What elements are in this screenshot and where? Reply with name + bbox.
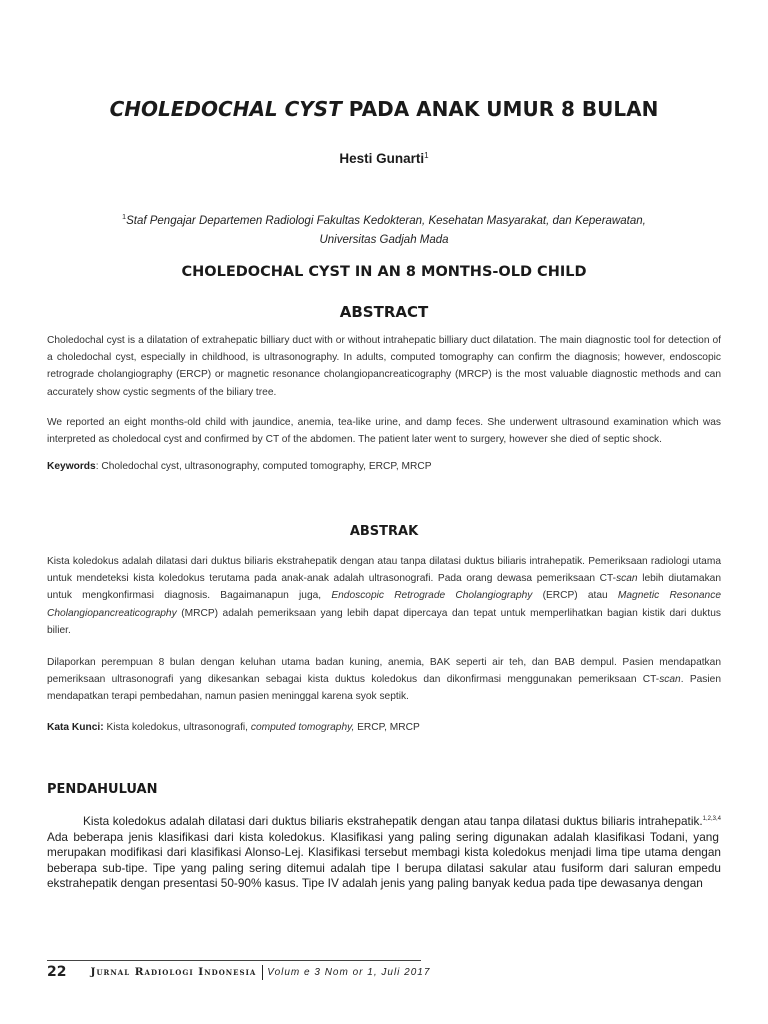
abstract-paragraph-2: We reported an eight months-old child with jaundice, anemia, tea-like urine, and damp feces. She underwent ultrasound examination which was interpreted as choledocal cyst and confirmed by CT of the abdomen. The patient later went to surgery, however she died of septic shock. (47, 417, 721, 446)
author-name: Hesti Gunarti (339, 151, 425, 166)
abstrak-paragraph-2 (47, 654, 721, 706)
footer-divider (262, 965, 263, 980)
abstrak-p2-scan: scan (659, 674, 681, 686)
intro-text-b: Ada beberapa jenis klasifikasi dari kista koledokus. Klasifikasi yang paling sering digunakan adalah klasifikasi Todani, yang merupakan modifikasi dari klasifikasi Alonso-Lej. Klasifikasi tersebut membagi kista koledokus menjadi lima tipe utama dengan beberapa sub-tipe. Tipe yang paling sering ditemui adalah tipe I berupa dilatasi sakular atau fusiform dari saluran empedu ekstrahepatik dengan presentasi 50-90% kasus. Tipe IV adalah jenis yang paling banyak kedua pada tipe dewasanya dengan (47, 829, 721, 891)
intro-text-a: Kista koledokus adalah dilatasi dari duktus biliaris ekstrahepatik dengan atau tanpa dilatasi duktus biliaris intrahepatik. (83, 814, 703, 828)
keywords-text: : Choledochal cyst, ultrasonography, computed tomography, ERCP, MRCP (95, 461, 432, 472)
author-sup: 1 (424, 151, 429, 160)
abstrak-p2-text-b: . Pasien mendapatkan terapi pembedahan, namun pasien meninggal karena syok septik. (47, 674, 721, 703)
abstrak-p2-text-a: Dilaporkan perempuan 8 bulan dengan keluhan utama badan kuning, anemia, BAK seperti air teh, dan BAB dempul. Pasien mendapatkan pemeriksaan ultrasonografi yang dikesankan sebagai kista duktus koledokus dan dikonfirmasi menggunakan pemeriksaan CT- (47, 657, 721, 686)
affiliation-line-1: Staf Pengajar Departemen Radiologi Fakultas Kedokteran, Kesehatan Masyarakat, dan Keperawatan, (126, 215, 646, 227)
affiliation-sup: 1 (122, 214, 127, 221)
kata-kunci-text-a: Kista koledokus, ultrasonografi, (103, 722, 251, 733)
affiliation-line-2: Universitas Gadjah Mada (319, 234, 449, 246)
article-title (0, 97, 768, 121)
abstract-paragraph-1: Choledochal cyst is a dilatation of extrahepatic billiary duct with or without intrahepatic billiary duct dilatation. The main diagnostic tool for detection of a choledochal cyst, especially in childhood, is ultrasonography. In adults, computed tomography can confirm the diagnosis; however, endoscopic retrograde cholangiography (ERCP) or magnetic resonance cholangiopancreaticography (MRCP) is the most valuable diagnostic methods and can accurately show cystic segments of the biliary tree. (47, 335, 721, 398)
english-title: CHOLEDOCHAL CYST IN AN 8 MONTHS-OLD CHILD (181, 264, 587, 280)
page-footer (47, 964, 430, 980)
abstrak-p1-ercp: Endoscopic Retrograde Cholangiography (331, 590, 533, 602)
kata-kunci-italic: computed tomography, (250, 722, 355, 733)
kata-kunci-label: Kata Kunci: (47, 722, 104, 733)
article-title-rest: PADA ANAK UMUR 8 BULAN (341, 97, 659, 121)
abstrak-p1-text-a: Kista koledokus adalah dilatasi dari duktus biliaris ekstrahepatik dengan atau tanpa dilatasi duktus biliaris intrahepatik. Pemeriksaan radiologi utama untuk mendeteksi kista koledokus terutama pada anak-anak adalah ultrasonografi. Pada orang dewasa pemeriksaan CT- (47, 556, 721, 585)
abstrak-p1-mrcp: Magnetic Resonance Cholangiopancreaticography (47, 590, 721, 619)
footer-rule (47, 960, 421, 961)
kata-kunci (47, 719, 721, 736)
section-heading-pendahuluan: PENDAHULUAN (47, 782, 158, 797)
journal-name: Jurnal Radiologi Indonesia (90, 966, 257, 978)
abstrak-heading: ABSTRAK (349, 524, 419, 539)
volume-info: Volum e 3 Nom or 1, Juli 2017 (267, 966, 431, 978)
affiliation (100, 208, 668, 250)
abstrak-p1-text-d: (MRCP) adalah pemeriksaan yang lebih dapat dipercaya dan tepat untuk memperlihatkan bagian kistik dari duktus bilier. (47, 607, 721, 636)
abstrak-p1-scan: scan (616, 573, 638, 585)
intro-paragraph (47, 812, 721, 892)
keywords-label: Keywords (47, 461, 96, 472)
abstract-heading: ABSTRACT (339, 303, 429, 321)
abstract-keywords (47, 458, 721, 475)
article-title-italic: CHOLEDOCHAL CYST (109, 97, 342, 121)
citation-sup: 1,2,3,4 (702, 816, 721, 822)
abstrak-paragraph-1 (47, 553, 721, 639)
page-number: 22 (47, 964, 67, 980)
abstrak-p1-text-c: (ERCP) atau (532, 590, 618, 602)
abstrak-p1-text-b: lebih diutamakan untuk mengkonfirmasi diagnosis. Bagaimanapun juga, (47, 573, 722, 602)
author-line (0, 151, 768, 166)
kata-kunci-text-b: ERCP, MRCP (354, 722, 420, 733)
